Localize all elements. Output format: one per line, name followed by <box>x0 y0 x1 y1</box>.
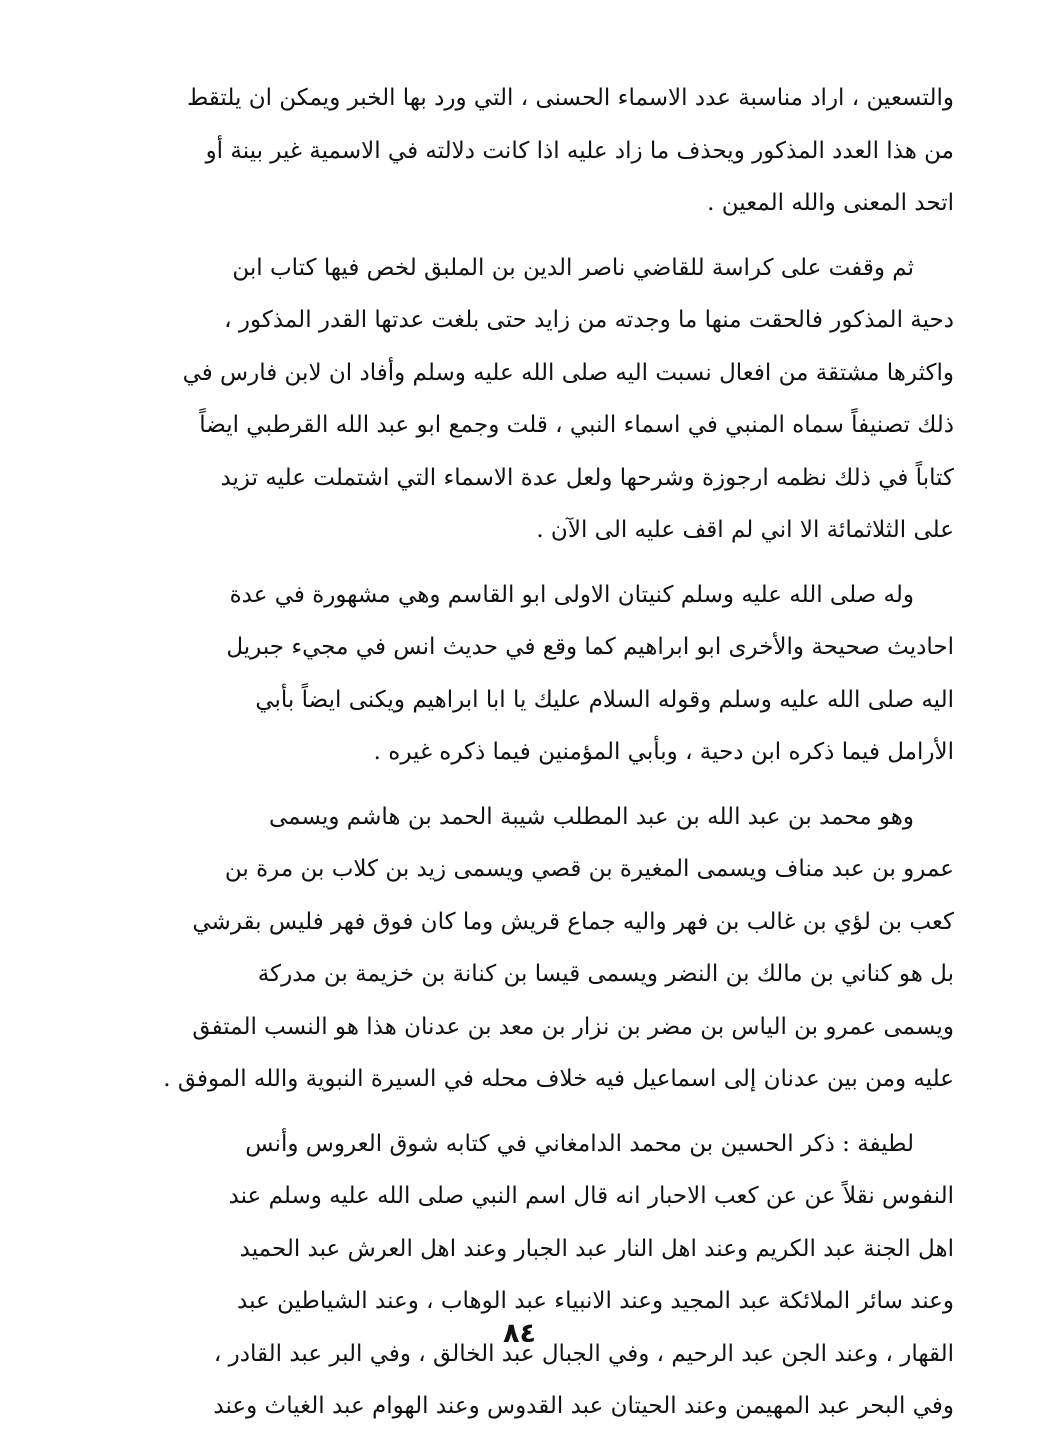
text-line: النفوس نقلاً عن عن كعب الاحبار انه قال اسم النبي صلى الله عليه وسلم عند <box>228 1183 954 1209</box>
paragraph-gap <box>98 557 954 569</box>
text-line: عليه ومن بين عدنان إلى اسماعيل فيه خلاف محله في السيرة النبوية والله الموفق . <box>163 1066 954 1092</box>
page-body <box>98 72 954 1433</box>
text-line: وله صلى الله عليه وسلم كنيتان الاولى ابو القاسم وهي مشهورة في عدة <box>229 581 914 608</box>
text-line: وعند سائر الملائكة عبد المجيد وعند الانبياء عبد الوهاب ، وعند الشياطين عبد <box>237 1288 954 1314</box>
text-line: واكثرها مشتقة من افعال نسبت اليه صلى الله عليه وسلم وأفاد ان لابن فارس في <box>182 359 954 386</box>
text-line: القهار ، وعند الجن عبد الرحيم ، وفي الجبال عبد الخالق ، وفي البر عبد القادر ، <box>213 1340 954 1367</box>
text-line: من هذا العدد المذكور ويحذف ما زاد عليه اذا كانت دلالته في الاسمية غير بينة أو <box>205 137 954 164</box>
text-line: ذلك تصنيفاً سماه المنبي في اسماء النبي ، قلت وجمع ابو عبد الله القرطبي ايضاً <box>199 412 954 438</box>
text-line: احاديث صحيحة والأخرى ابو ابراهيم كما وقع في حديث انس في مجيء جبريل <box>226 634 954 660</box>
paragraph-1 <box>98 72 954 230</box>
text-line: بل هو كناني بن مالك بن النضر ويسمى قيسا بن كنانة بن خزيمة بن مدركة <box>257 961 954 987</box>
page-number: ٨٤ <box>503 1318 536 1349</box>
text-line: ثم وقفت على كراسة للقاضي ناصر الدين بن الملبق لخص فيها كتاب ابن <box>232 254 914 281</box>
paragraph-2 <box>98 242 954 557</box>
text-line: والتسعين ، اراد مناسبة عدد الاسماء الحسنى ، التي ورد بها الخبر ويمكن ان يلتقط <box>186 85 954 111</box>
paragraph-3 <box>98 569 954 779</box>
text-line: كعب بن لؤي بن غالب بن فهر واليه جماع قريش وما كان فوق فهر فليس بقرشي <box>192 908 954 935</box>
paragraph-gap <box>98 779 954 791</box>
text-line: اتحد المعنى والله المعين . <box>707 190 954 216</box>
text-line: لطيفة : ذكر الحسين بن محمد الدامغاني في كتابه شوق العروس وأنس <box>245 1130 914 1157</box>
text-line: وفي البحر عبد المهيمن وعند الحيتان عبد القدوس وعند الهوام عبد الغياث وعند <box>213 1393 954 1419</box>
text-line: ويسمى عمرو بن الياس بن مضر بن نزار بن معد بن عدنان هذا هو النسب المتفق <box>192 1013 954 1040</box>
text-line: اهل الجنة عبد الكريم وعند اهل النار عبد الجبار وعند اهل العرش عبد الحميد <box>239 1235 954 1262</box>
text-line: اليه صلى الله عليه وسلم وقوله السلام عليك يا ابا ابراهيم ويكنى ايضاً بأبي <box>255 686 954 713</box>
paragraph-gap <box>98 1106 954 1118</box>
paragraph-5 <box>98 1118 954 1433</box>
text-line: دحية المذكور فالحقت منها ما وجدته من زايد حتى بلغت عدتها القدر المذكور ، <box>224 307 954 333</box>
text-line: على الثلاثمائة الا اني لم اقف عليه الى الآن . <box>536 517 954 543</box>
paragraph-gap <box>98 230 954 242</box>
text-line: وهو محمد بن عبد الله بن عبد المطلب شيبة الحمد بن هاشم ويسمى <box>269 803 914 830</box>
text-line: كتاباً في ذلك نظمه ارجوزة وشرحها ولعل عدة الاسماء التي اشتملت عليه تزيد <box>220 464 954 491</box>
paragraph-4 <box>98 791 954 1106</box>
text-line: عمرو بن عبد مناف ويسمى المغيرة بن قصي ويسمى زيد بن كلاب بن مرة بن <box>224 856 954 882</box>
text-line: الأرامل فيما ذكره ابن دحية ، وبأبي المؤمنين فيما ذكره غيره . <box>373 739 954 765</box>
